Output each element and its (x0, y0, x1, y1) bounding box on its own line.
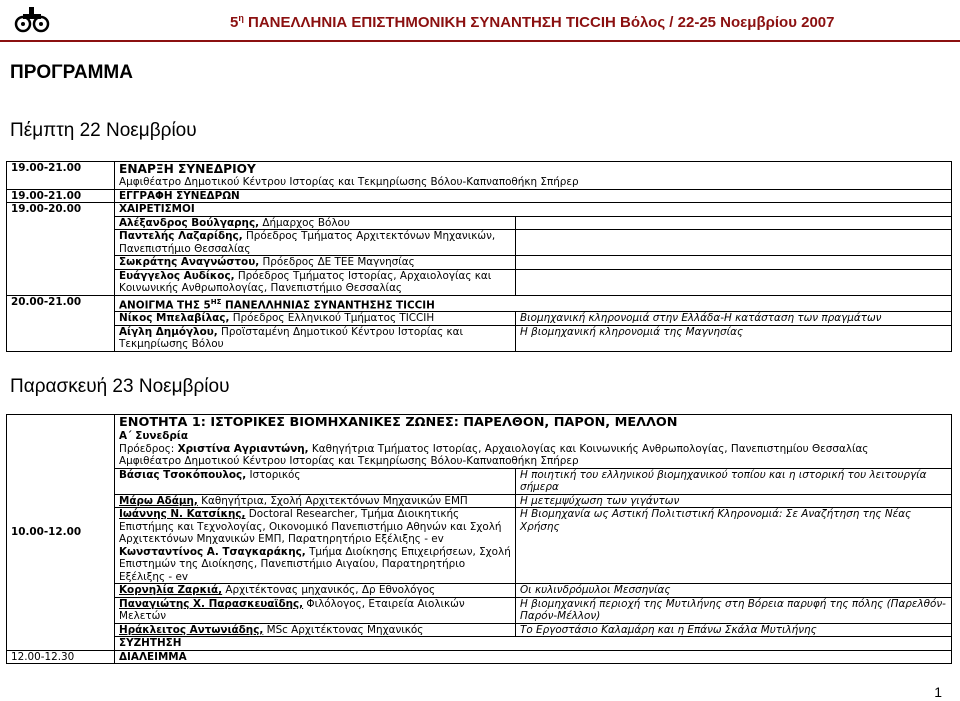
speaker-role: Πρόεδρος Τμήματος Ιστορίας, Αρχαιολογίας και Κοινωνικής Ανθρωπολογίας, Πανεπιστήμιο Θεσσαλίας (119, 269, 492, 294)
session-venue: Αμφιθέατρο Δημοτικού Κέντρου Ιστορίας και Τεκμηρίωσης Βόλου-Καπναποθήκη Σπήρερ (119, 455, 579, 467)
speaker-cell (115, 584, 516, 598)
event-title: ΕΓΓΡΑΦΗ ΣΥΝΕΔΡΩΝ (115, 189, 952, 203)
speaker-cell (115, 325, 516, 351)
event-title: ΕΝΑΡΞΗ ΣΥΝΕΔΡΙΟΥ (119, 162, 256, 176)
time-cell: 19.00-21.00 (7, 162, 115, 190)
session-cell (115, 415, 952, 469)
speaker-cell (115, 230, 516, 256)
table-row (7, 325, 952, 351)
event-cell (115, 162, 952, 190)
table-row (7, 203, 952, 217)
speaker-role: Πρόεδρος Τμήματος Αρχιτεκτόνων Μηχανικών, Πανεπιστήμιο Θεσσαλίας (119, 230, 496, 255)
table-row (7, 269, 952, 295)
speaker-name: Ιωάννης Ν. Κατσίκης, (119, 508, 246, 520)
speaker-name: Μάρω Αδάμη, (119, 494, 198, 507)
speaker-name: Ευάγγελος Αυδίκος, (119, 269, 235, 282)
speaker-role: Καθηγήτρια, Σχολή Αρχιτεκτόνων Μηχανικών ΕΜΠ (197, 494, 468, 507)
friday-program-table (6, 414, 952, 664)
talk-title: Η μετεμψύχωση των γιγάντων (516, 494, 952, 508)
header-divider (0, 40, 960, 42)
event-title: ΑΝΟΙΓΜΑ ΤΗΣ $5^{H\Sigma}$ ΠΑΝΕΛΛΗΝΙΑΣ ΣΥΝΑΝΤΗΣΗΣ TICCIH (115, 295, 952, 312)
speaker-cell (115, 494, 516, 508)
talk-title: Η ποιητική του ελληνικού βιομηχανικού τοπίου και η ιστορική του λειτουργία σήμερα (516, 468, 952, 494)
speaker-name: Κωνσταντίνος Α. Τσαγκαράκης, (119, 545, 306, 558)
speaker-name: Σωκράτης Αναγνώστου, (119, 256, 260, 268)
speaker-name: Αλέξανδρος Βούλγαρης, (119, 216, 260, 229)
table-row (7, 468, 952, 494)
table-row (7, 256, 952, 270)
thursday-program-table (6, 161, 952, 352)
session-title: ΕΝΟΤΗΤΑ 1: ΙΣΤΟΡΙΚΕΣ ΒΙΟΜΗΧΑΝΙΚΕΣ ΖΩΝΕΣ: ΠΑΡΕΛΘΟΝ, ΠΑΡΟΝ, ΜΕΛΛΟΝ (119, 415, 678, 430)
speaker-name: Αίγλη Δημόγλου, (119, 325, 218, 338)
speaker-role: Πρόεδρος ΔΕ ΤΕΕ Μαγνησίας (259, 256, 415, 268)
speaker-role: MSc Αρχιτέκτονας Μηχανικός (263, 623, 424, 636)
talk-title: Οι κυλινδρόμυλοι Μεσσηνίας (516, 584, 952, 598)
speaker-name: Νίκος Μπελαβίλας, (119, 312, 230, 325)
session-subtitle: Α΄ Συνεδρία (119, 430, 188, 442)
table-row (7, 637, 952, 651)
ticcih-logo-icon (14, 4, 50, 34)
speaker-role: Αρχιτέκτονας μηχανικός, Δρ Εθνολόγος (222, 584, 436, 596)
table-row (7, 494, 952, 508)
table-row (7, 189, 952, 203)
speaker-role: Δήμαρχος Βόλου (259, 216, 350, 229)
talk-cell (516, 216, 952, 230)
talk-title: Η βιομηχανική περιοχή της Μυτιλήνης στη Βόρεια παρυφή της πόλης (Παρελθόν- Παρόν-Μέλλον) (516, 597, 952, 623)
speaker-cell (115, 508, 516, 584)
speaker-cell (115, 216, 516, 230)
speaker-role: Πρόεδρος Ελληνικού Τμήματος TICCIH (229, 312, 435, 325)
talk-title: Το Εργοστάσιο Καλαμάρη και η Επάνω Σκάλα Μυτιλήνης (516, 623, 952, 637)
event-venue: Αμφιθέατρο Δημοτικού Κέντρου Ιστορίας και Τεκμηρίωσης Βόλου-Καπναποθήκη Σπήρερ (119, 176, 579, 188)
table-row (7, 650, 952, 664)
event-title: ΧΑΙΡΕΤΙΣΜΟΙ (115, 203, 952, 217)
table-row (7, 162, 952, 190)
speaker-cell (115, 623, 516, 637)
talk-cell (516, 230, 952, 256)
speaker-cell (115, 269, 516, 295)
time-cell: 10.00-12.00 (7, 415, 115, 651)
day-heading-thursday: Πέμπτη 22 Νοεμβρίου (10, 120, 197, 141)
speaker-name: Παναγιώτης Χ. Παρασκευαΐδης, (119, 597, 304, 610)
table-row (7, 230, 952, 256)
speaker-cell (115, 468, 516, 494)
table-row (7, 508, 952, 584)
speaker-name: Παντελής Λαζαρίδης, (119, 230, 243, 242)
speaker-cell (115, 256, 516, 270)
conference-title: $5^\eta$ ΠΑΝΕΛΛΗΝΙΑ ΕΠΙΣΤΗΜΟΝΙΚΗ ΣΥΝΑΝΤΗΣΗ TICCIH Βόλος / 22-25 Νοεμβρίου 2007 (230, 13, 835, 31)
speaker-role: Ιστορικός (246, 468, 301, 481)
session-chair: Πρόεδρος: Χριστίνα Αγριαντώνη, Καθηγήτρια Τμήματος Ιστορίας, Αρχαιολογίας και Κοινωνικής Ανθρωπολογίας, Πανεπιστημίου Θεσσαλίας (119, 442, 869, 455)
table-row (7, 216, 952, 230)
page-title: ΠΡΟΓΡΑΜΜΑ (10, 62, 133, 83)
speaker-role: Φιλόλογος, Εταιρεία Αιολικών Μελετών (119, 597, 465, 622)
talk-cell (516, 269, 952, 295)
table-row (7, 312, 952, 326)
talk-title: Βιομηχανική κληρονομιά στην Ελλάδα-Η κατάσταση των πραγμάτων (516, 312, 952, 326)
talk-title: Η Βιομηχανία ως Αστική Πολιτιστική Κληρονομιά: Σε Αναζήτηση της Νέας Χρήσης (516, 508, 952, 584)
talk-title: Η βιομηχανική κληρονομιά της Μαγνησίας (516, 325, 952, 351)
page-header (0, 0, 960, 40)
speaker-cell (115, 597, 516, 623)
speaker-role: Τμήμα Διοίκησης Επιχειρήσεων, Σχολή Επιστημών της Διοίκησης, Πανεπιστήμιο Αιγαίου, Παρατηρητήριο Εξέλιξης - ev (119, 545, 511, 583)
time-cell: 19.00-20.00 (7, 203, 115, 296)
table-row (7, 597, 952, 623)
table-row (7, 415, 952, 469)
time-cell: 20.00-21.00 (7, 295, 115, 351)
day-heading-friday: Παρασκευή 23 Νοεμβρίου (10, 376, 230, 397)
table-row (7, 295, 952, 312)
speaker-name: Κορνηλία Ζαρκιά, (119, 584, 223, 596)
speaker-role: Προϊσταμένη Δημοτικού Κέντρου Ιστορίας και Τεκμηρίωσης Βόλου (119, 325, 464, 351)
speaker-name: Βάσιας Τσοκόπουλος, (119, 468, 247, 481)
speaker-cell (115, 312, 516, 326)
table-row (7, 584, 952, 598)
page-number: 1 (934, 684, 942, 700)
time-cell: 19.00-21.00 (7, 189, 115, 203)
talk-cell (516, 256, 952, 270)
time-cell: 12.00-12.30 (7, 650, 115, 664)
table-row (7, 623, 952, 637)
discussion-label: ΣΥΖΗΤΗΣΗ (115, 637, 952, 651)
break-label: ΔΙΑΛΕΙΜΜΑ (115, 650, 952, 664)
speaker-name: Ηράκλειτος Αντωνιάδης, (119, 623, 264, 636)
speaker-role: Doctoral Researcher, Τμήμα Διοικητικής Επιστήμης και Τεχνολογίας, Οικονομικό Πανεπιστήμιο Αθηνών και Σχολή Αρχιτεκτόνων Μηχανικών ΕΜΠ, Παρατηρητήριο Εξέλιξης - ev (119, 508, 502, 545)
